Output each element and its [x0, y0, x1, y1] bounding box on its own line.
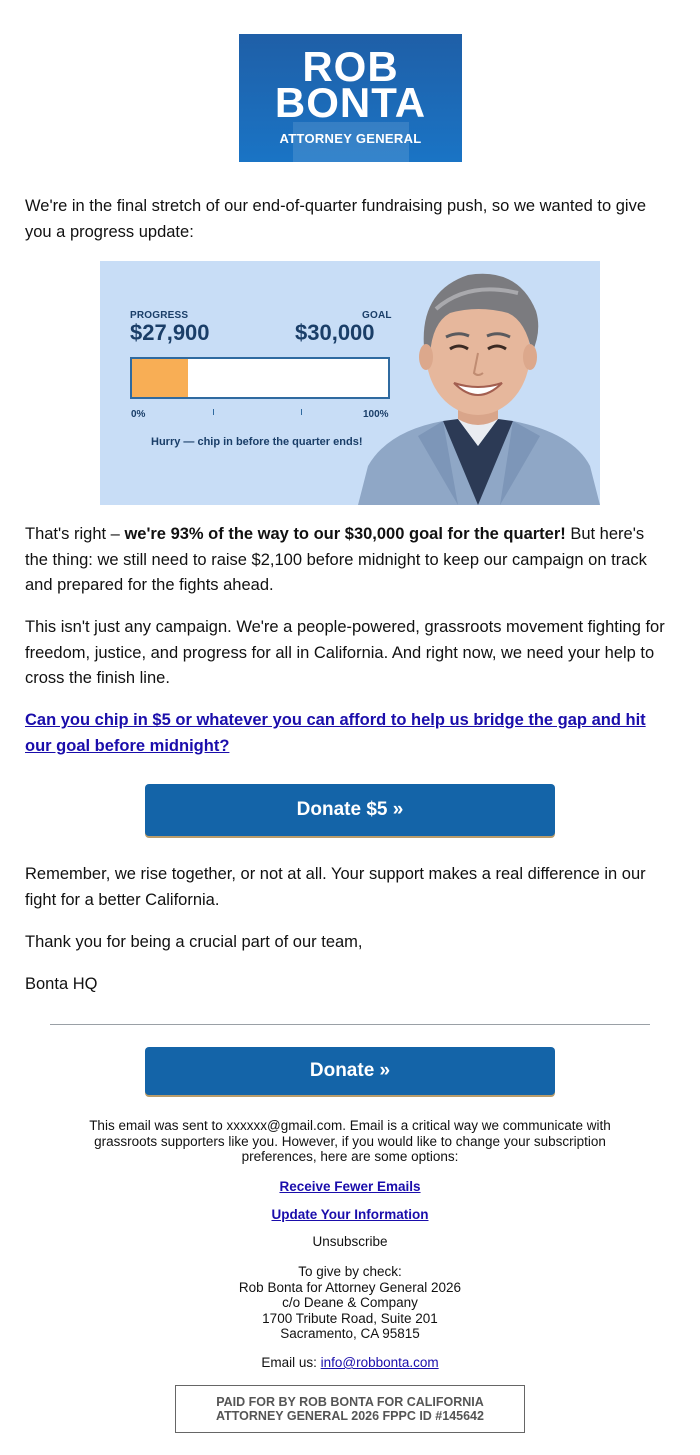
goal-amount: $30,000	[295, 320, 375, 345]
contact-email-link[interactable]: info@robbonta.com	[320, 1355, 439, 1370]
candidate-portrait	[358, 261, 600, 505]
paid-for-disclaimer	[175, 1385, 525, 1433]
progress-paragraph-bold: we're 93% of the way to our $30,000 goal for the quarter!	[124, 525, 566, 543]
hurry-message: Hurry — chip in before the quarter ends!	[151, 436, 363, 448]
footer-divider	[50, 1024, 650, 1025]
donate-button[interactable]: Donate »	[145, 1047, 555, 1095]
address-line: Rob Bonta for Attorney General 2026	[238, 1279, 462, 1295]
paid-line-2: ATTORNEY GENERAL 2026 FPPC ID #145642	[216, 1409, 484, 1423]
progress-bar	[130, 357, 390, 399]
intro-paragraph: We're in the final stretch of our end-of-quarter fundraising push, so we wanted to give you a progress update:	[25, 197, 647, 241]
fewer-emails-row	[0, 1179, 700, 1195]
progress-paragraph-rest: But here's the thing: we still need to raise $2,100 before midnight to keep our campaign on track and prepared for the fights ahead.	[25, 525, 647, 594]
cta-paragraph	[25, 708, 670, 759]
receive-fewer-emails-link[interactable]: Receive Fewer Emails	[279, 1179, 421, 1194]
movement-paragraph: This isn't just any campaign. We're a people-powered, grassroots movement fighting for freedom, justice, and progress for all in California. And right now, we need your help to cross the finish line.	[25, 618, 665, 687]
progress-paragraph-lead: That's right –	[25, 525, 125, 543]
email-prefix: Email us:	[261, 1355, 321, 1370]
progress-paragraph	[25, 522, 670, 599]
closing-paragraph: Remember, we rise together, or not at all. Your support makes a real difference in our fight for a better California.	[25, 865, 646, 909]
check-address-block	[0, 1264, 700, 1342]
logo-name-first: ROB	[302, 43, 399, 90]
progress-amount: $27,900	[130, 320, 210, 345]
address-line: 1700 Tribute Road, Suite 201	[262, 1310, 438, 1326]
update-info-row	[0, 1207, 700, 1223]
axis-tick	[301, 409, 302, 415]
address-line: Sacramento, CA 95815	[280, 1326, 420, 1341]
axis-tick	[213, 409, 214, 415]
progress-bar-fill	[132, 359, 188, 397]
cta-link[interactable]: Can you chip in $5 or whatever you can afford to help us bridge the gap and hit our goal before midnight?	[25, 711, 646, 755]
contact-email-line	[0, 1355, 700, 1370]
axis-end-label: 100%	[363, 409, 389, 420]
signoff: Bonta HQ	[25, 975, 98, 993]
unsubscribe-link[interactable]: Unsubscribe	[312, 1234, 388, 1249]
check-heading: To give by check:	[298, 1264, 402, 1279]
donate-5-button[interactable]: Donate $5 »	[145, 784, 555, 836]
paid-line-1: PAID FOR BY ROB BONTA FOR CALIFORNIA	[216, 1395, 484, 1409]
thanks-line: Thank you for being a crucial part of our team,	[25, 933, 363, 951]
subscription-notice: This email was sent to xxxxxx@gmail.com. Email is a critical way we communicate with grassroots supporters like you. However, if you would like to change your subscription preferences, here are some options:	[89, 1118, 611, 1164]
logo-title: ATTORNEY GENERAL	[279, 131, 422, 146]
axis-start-label: 0%	[131, 409, 146, 420]
campaign-logo	[239, 34, 462, 162]
goal-label: GOAL	[362, 310, 392, 321]
logo-name-last: BONTA	[274, 79, 427, 126]
update-information-link[interactable]: Update Your Information	[271, 1207, 429, 1222]
progress-graphic	[100, 261, 600, 505]
address-line: c/o Deane & Company	[282, 1295, 418, 1310]
progress-label: PROGRESS	[130, 310, 189, 321]
